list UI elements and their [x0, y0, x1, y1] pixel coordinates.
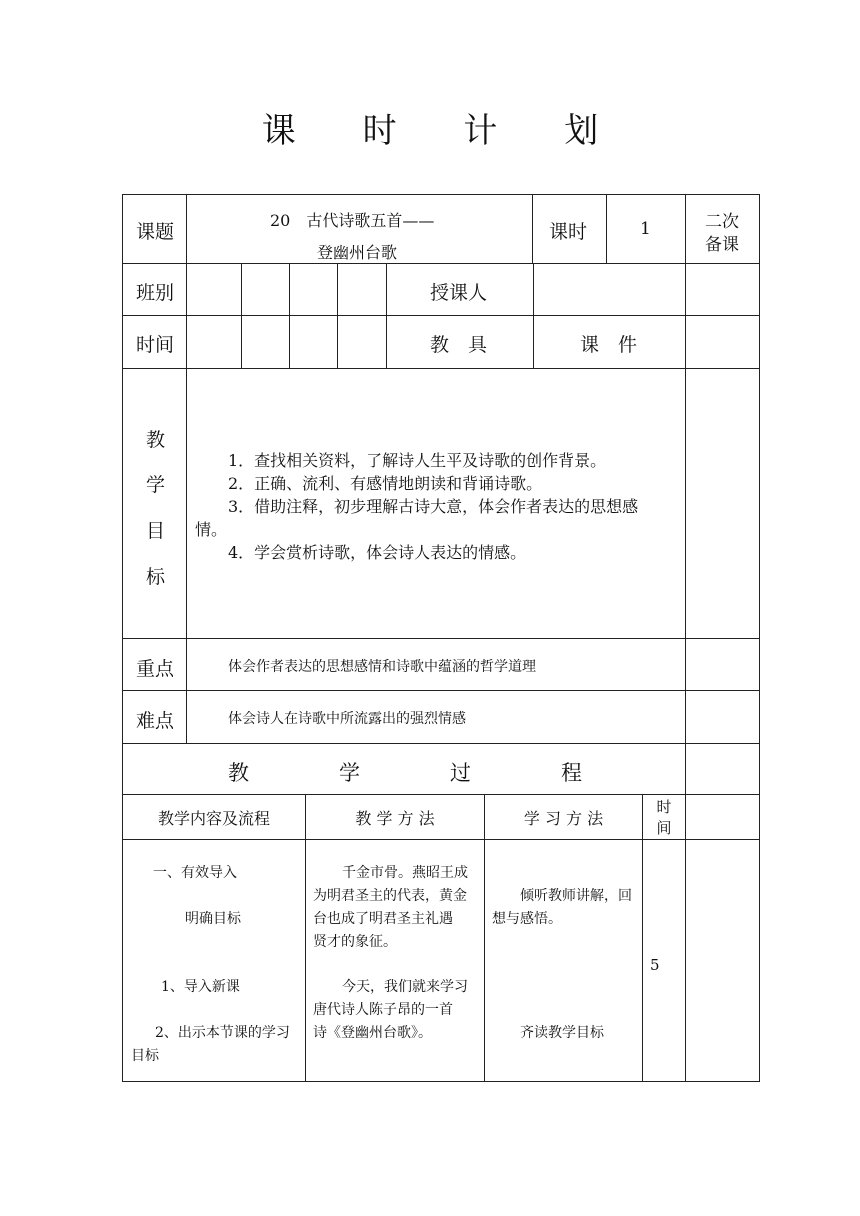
- step1-content-5: 目标: [131, 1048, 159, 1064]
- col-divider-proc-b: [484, 794, 485, 1081]
- step1-study-2: 想与感悟。: [492, 911, 562, 927]
- process-char-4: 程: [561, 761, 582, 785]
- note-line1: 二次: [705, 212, 739, 232]
- row-divider-5: [122, 690, 760, 691]
- col-divider-right-header: [685, 794, 686, 839]
- header-method: 教 学 方 法: [355, 809, 435, 828]
- step1-method-2: 为明君圣主的代表，黄金: [313, 888, 467, 904]
- goal-item-3: 3．借助注释，初步理解古诗大意，体会作者表达的思想感: [228, 497, 639, 516]
- col-divider-r2a: [241, 263, 242, 368]
- step1-content-3: 1、导入新课: [161, 979, 240, 995]
- courseware-label: 课 件: [580, 334, 638, 356]
- step1-study-3: 齐读教学目标: [520, 1025, 604, 1041]
- difficulty-label: 难点: [136, 710, 175, 732]
- col-divider-r2d: [386, 263, 387, 368]
- difficulty-text: 体会诗人在诗歌中所流露出的强烈情感: [228, 711, 466, 727]
- page-title: 课 时 计 划: [261, 111, 627, 151]
- col-divider-proc-a: [305, 794, 306, 1081]
- col-divider-label: [186, 194, 187, 743]
- table-border-left: [122, 194, 123, 1082]
- row-divider-1: [122, 263, 760, 264]
- col-divider-r2c: [337, 263, 338, 368]
- time-label: 时间: [136, 334, 175, 356]
- row-divider-6: [122, 743, 760, 744]
- header-time-2: 间: [656, 819, 672, 837]
- goals-label-char-1: 教: [146, 429, 166, 451]
- col-divider-right: [685, 194, 686, 794]
- step1-content-2: 明确目标: [185, 911, 241, 927]
- header-study: 学 习 方 法: [523, 809, 604, 828]
- tools-label: 教 具: [430, 334, 488, 356]
- goal-item-1: 1．查找相关资料，了解诗人生平及诗歌的创作背景。: [228, 451, 607, 470]
- step1-method-5: 今天，我们就来学习: [342, 979, 468, 995]
- col-divider-r2b: [289, 263, 290, 368]
- step1-method-6: 唐代诗人陈子昂的一首: [313, 1002, 453, 1018]
- goals-label-char-3: 目: [146, 520, 166, 542]
- col-divider-r2e: [533, 263, 534, 368]
- goals-label-char-2: 学: [146, 474, 166, 496]
- table-border-top: [122, 194, 760, 195]
- step1-study-1: 倾听教师讲解，回: [520, 888, 632, 904]
- goals-label-char-4: 标: [146, 566, 166, 588]
- goal-item-2: 2．正确、流利、有感情地朗读和背诵诗歌。: [228, 474, 543, 493]
- topic-line1: 20 古代诗歌五首——: [270, 211, 435, 230]
- period-value: 1: [640, 219, 651, 239]
- step1-time: 5: [650, 956, 660, 974]
- period-label: 课时: [549, 221, 588, 243]
- header-time-1: 时: [656, 798, 672, 816]
- process-char-3: 过: [450, 761, 471, 785]
- key-point-label: 重点: [136, 658, 175, 680]
- step1-method-4: 贤才的象征。: [313, 934, 397, 950]
- topic-line2: 登幽州台歌: [317, 243, 398, 262]
- step1-content-4: 2、出示本节课的学习: [155, 1025, 290, 1041]
- step1-content-1: 一、有效导入: [153, 865, 237, 881]
- row-divider-4: [122, 638, 760, 639]
- row-divider-3: [122, 368, 760, 369]
- key-point-text: 体会作者表达的思想感情和诗歌中蕴涵的哲学道理: [228, 659, 536, 675]
- step1-method-3: 台也成了明君圣主礼遇: [313, 911, 453, 927]
- process-char-1: 教: [228, 761, 249, 785]
- row-divider-7: [122, 794, 760, 795]
- row-divider-2: [122, 315, 760, 316]
- class-label: 班别: [136, 282, 175, 304]
- teacher-label: 授课人: [430, 282, 488, 304]
- step1-method-1: 千金市骨。燕昭王成: [342, 865, 468, 881]
- goal-item-3-cont: 情。: [195, 520, 228, 539]
- process-char-2: 学: [339, 761, 360, 785]
- goal-item-4: 4．学会赏析诗歌，体会诗人表达的情感。: [228, 543, 527, 562]
- col-divider-r1a: [532, 194, 533, 263]
- topic-label: 课题: [136, 221, 175, 243]
- step1-method-7: 诗《登幽州台歌》。: [313, 1025, 432, 1041]
- col-divider-right-body: [685, 839, 686, 1081]
- header-content: 教学内容及流程: [157, 809, 270, 828]
- table-border-right: [759, 194, 760, 1082]
- col-divider-r1b: [606, 194, 607, 263]
- row-divider-8: [122, 839, 760, 840]
- note-line2: 备课: [705, 235, 739, 255]
- table-border-bottom: [122, 1081, 760, 1082]
